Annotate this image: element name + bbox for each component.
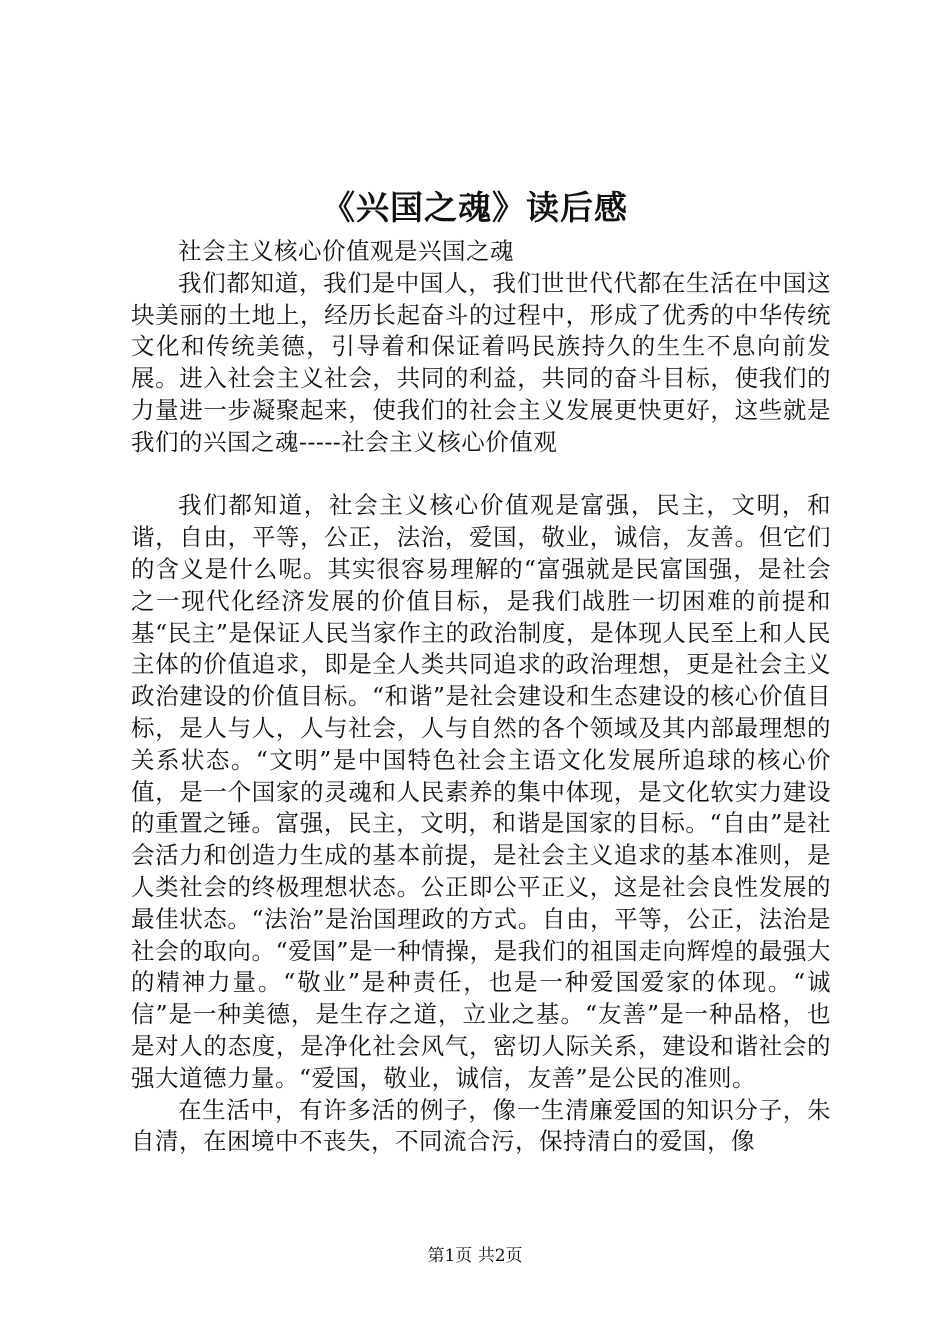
paragraph-examples: 在生活中，有许多活的例子，像一生清廉爱国的知识分子，朱自清，在困境中不丧失，不同流合污，保持清白的爱国，像 [131,1095,831,1156]
page-number-footer: 第1页 共2页 [427,1246,523,1266]
paragraph-subtitle: 社会主义核心价值观是兴国之魂 [178,237,514,265]
document-body [131,236,831,1158]
document-title: 《兴国之魂》读后感 [322,188,628,227]
paragraph-core-values: 我们都知道，社会主义核心价值观是富强，民主，文明，和谐，自由，平等，公正，法治，爱国，敬业，诚信，友善。但它们的含义是什么呢。其实很容易理解的“富强就是民富国强，是社会之一现代化经济发展的价值目标，是我们战胜一切困难的前提和基“民主”是保证人民当家作主的政治制度，是体现人民至上和人民主体的价值追求，即是全人类共同追求的政治理想，更是社会主义政治建设的价值目标。“和谐”是社会建设和生态建设的核心价值目标，是人与人，人与社会，人与自然的各个领域及其内部最理想的关系状态。“文明”是中国特色社会主语文化发展所追球的核心价值，是一个国家的灵魂和人民素养的集中体现，是文化软实力建设的重置之锤。富强，民主，文明，和谐是国家的目标。“自由”是社会活力和创造力生成的基本前提，是社会主义追求的基本准则，是人类社会的终极理想状态。公正即公平正义，这是社会良性发展的最佳状态。“法治”是治国理政的方式。自由，平等，公正，法治是社会的取向。“爱国”是一种情操，是我们的祖国走向辉煌的最强大的精神力量。“敬业”是种责任，也是一种爱国爱家的体现。“诚信”是一种美德，是生存之道，立业之基。“友善”是一种品格，也是对人的态度，是净化社会风气，密切人际关系，建设和谐社会的强大道德力量。“爱国，敬业，诚信，友善”是公民的准则。 [131,491,831,1092]
paragraph-intro: 我们都知道，我们是中国人，我们世世代代都在生活在中国这块美丽的土地上，经历长起奋斗的过程中，形成了优秀的中华传统文化和传统美德，引导着和保证着吗民族持久的生生不息向前发展。进入社会主义社会，共同的利益，共同的奋斗目标，使我们的力量进一步凝聚起来，使我们的社会主义发展更快更好，这些就是我们的兴国之魂-----社会主义核心价值观 [131,268,831,456]
